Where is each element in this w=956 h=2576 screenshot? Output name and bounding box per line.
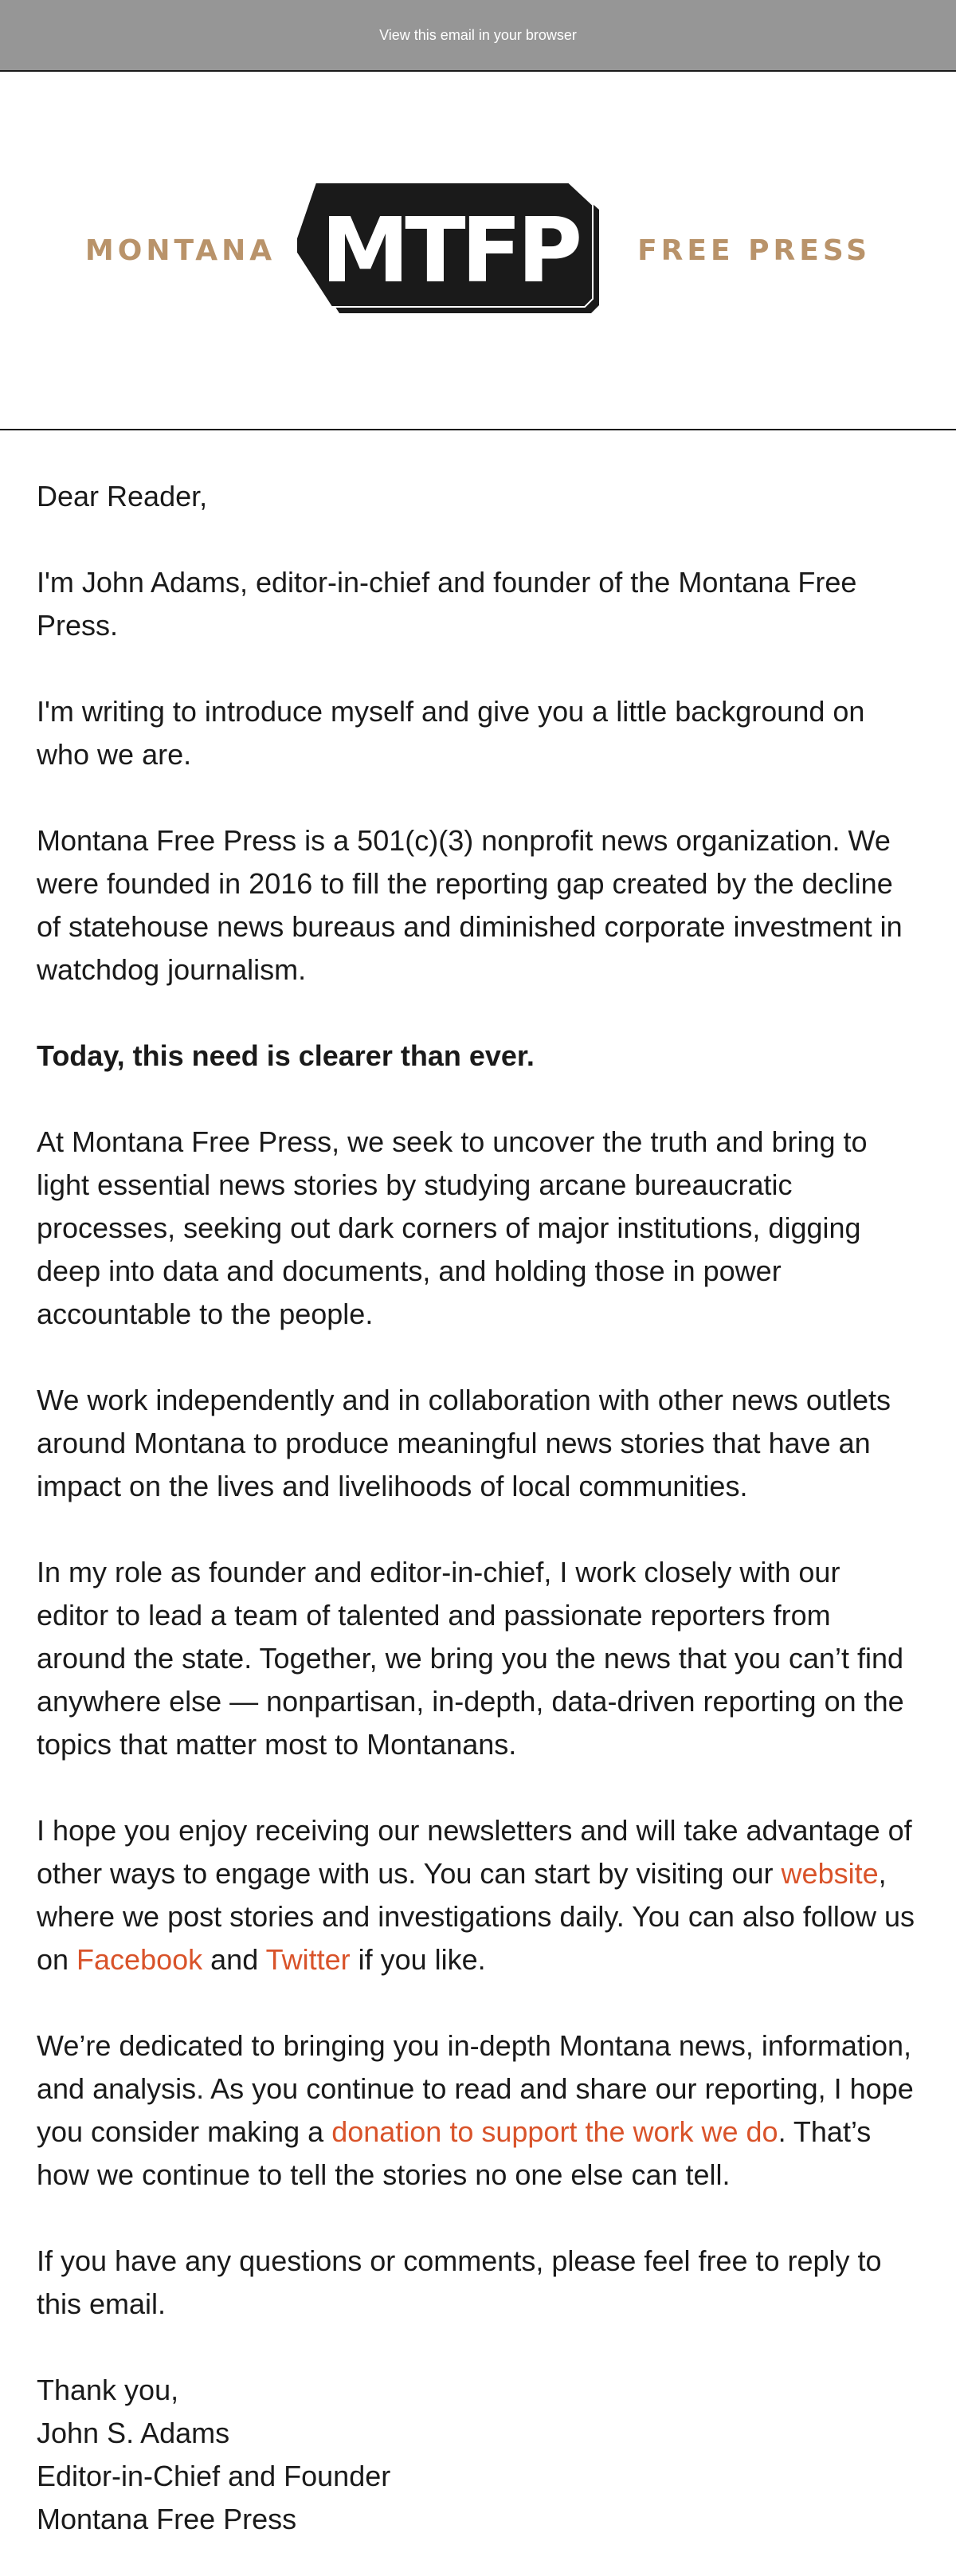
donate-link[interactable]: donation to support the work we do (331, 2115, 778, 2148)
paragraph-need: Today, this need is clearer than ever. (37, 1039, 535, 1072)
engage-text-4: if you like. (350, 1943, 486, 1976)
logo-text-montana: MONTANA (84, 234, 276, 267)
view-in-browser-bar (0, 0, 956, 72)
signature-title: Editor-in-Chief and Founder (37, 2460, 391, 2492)
paragraph-writing: I'm writing to introduce myself and give you a little background on who we are. (37, 695, 865, 771)
mtfp-badge-icon (293, 183, 620, 318)
paragraph-dedicated (37, 2024, 919, 2197)
dedicated-text-2: . That’s how we continue to tell the stories no one else can tell. (37, 2115, 872, 2191)
masthead (0, 72, 956, 430)
dedicated-text-1: We’re dedicated to bringing you in-depth Montana news, information, and analysis. As you continue to read and share our reporting, I hope you consider making a (37, 2029, 914, 2148)
logo[interactable] (85, 183, 871, 318)
signature-thanks: Thank you, (37, 2374, 179, 2406)
engage-text-2: , where we post stories and investigations daily. You can also follow us on (37, 1857, 915, 1976)
paragraph-engage (37, 1809, 919, 1981)
view-in-browser-link[interactable]: View this email in your browser (379, 26, 577, 43)
signature-org: Montana Free Press (37, 2503, 297, 2535)
engage-text-3: and (202, 1943, 266, 1976)
greeting: Dear Reader, (37, 480, 208, 512)
paragraph-collaboration: We work independently and in collaboration with other news outlets around Montana to produce meaningful news stories that have an impact on the lives and livelihoods of local communities. (37, 1384, 891, 1502)
signature-name: John S. Adams (37, 2417, 230, 2449)
logo-mark-text: MTFP (320, 199, 578, 303)
paragraph-questions: If you have any questions or comments, please feel free to reply to this email. (37, 2244, 882, 2320)
signature (37, 2369, 919, 2541)
letter-body (0, 430, 956, 2573)
paragraph-uncover: At Montana Free Press, we seek to uncover the truth and bring to light essential news stories by studying arcane bureaucratic processes, seeking out dark corners of major institutions, digging deep into data and documents, and holding those in power accountable to the people. (37, 1125, 868, 1330)
facebook-link[interactable]: Facebook (76, 1943, 203, 1976)
twitter-link[interactable]: Twitter (265, 1943, 351, 1976)
website-link[interactable]: website (781, 1857, 879, 1890)
paragraph-nonprofit: Montana Free Press is a 501(c)(3) nonprofit news organization. We were founded in 2016 to fill the reporting gap created by the decline of statehouse news bureaus and diminished corporate investment in watchdog journalism. (37, 824, 903, 986)
paragraph-role: In my role as founder and editor-in-chief, I work closely with our editor to lead a team of talented and passionate reporters from around the state. Together, we bring you the news that you can’t find anywhere else — nonpartisan, in-depth, data-driven reporting on the topics that matter most to Montanans. (37, 1556, 904, 1761)
logo-text-free-press: FREE PRESS (637, 234, 872, 267)
paragraph-intro: I'm John Adams, editor-in-chief and founder of the Montana Free Press. (37, 566, 857, 642)
engage-text-1: I hope you enjoy receiving our newsletters and will take advantage of other ways to engage with us. You can start by visiting our (37, 1814, 912, 1890)
